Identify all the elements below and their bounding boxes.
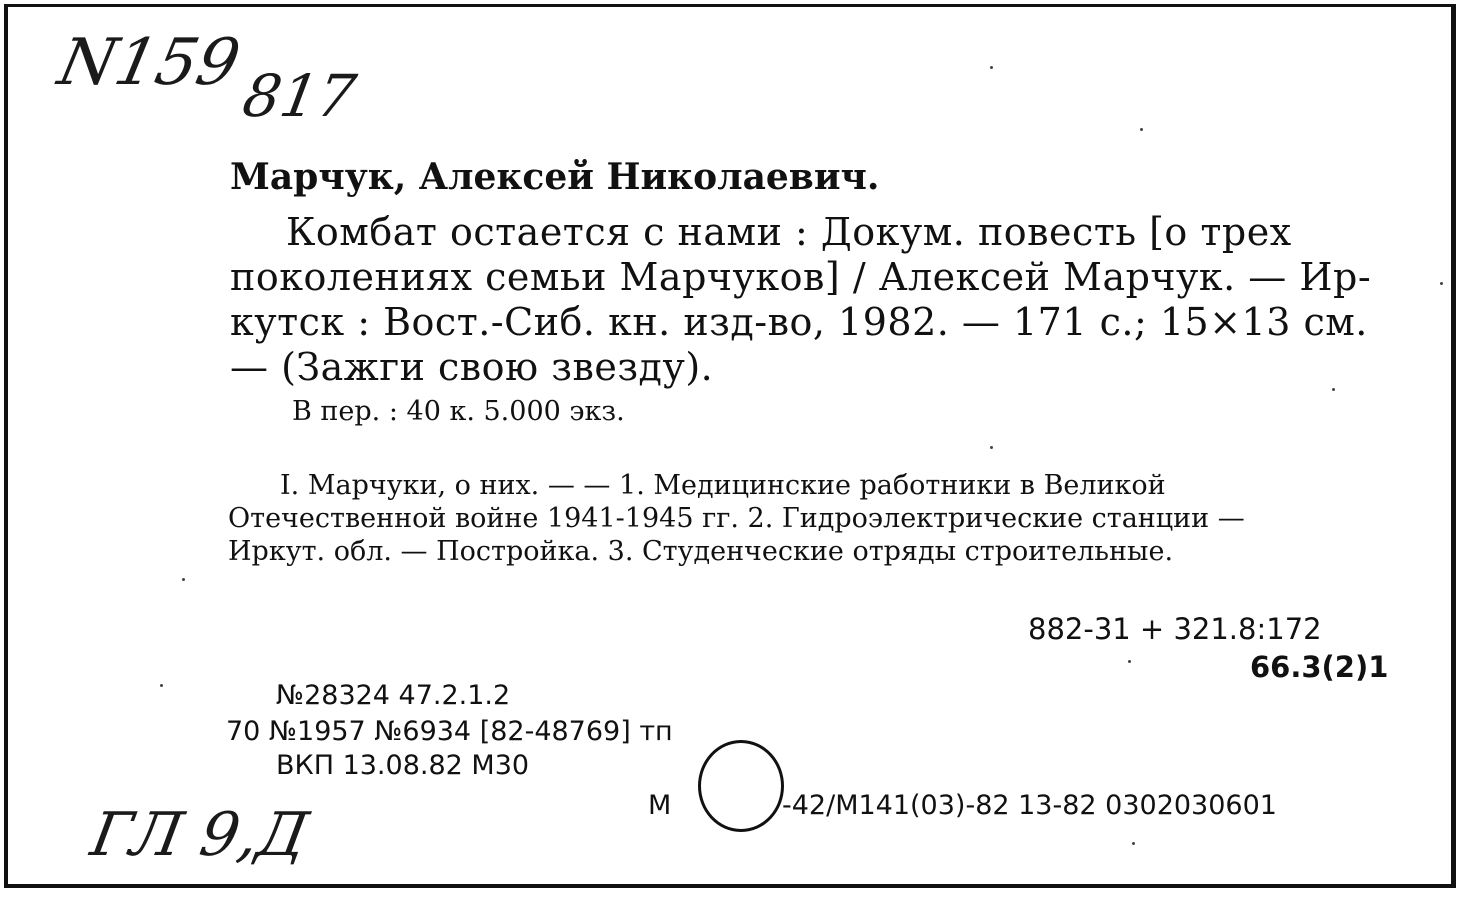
speck (1140, 128, 1143, 131)
speck (1440, 282, 1443, 285)
author-heading: Марчук, Алексей Николаевич. (230, 156, 880, 198)
price-and-print-run: В пер. : 40 к. 5.000 экз. (292, 396, 625, 427)
handwritten-top-left: N159 (52, 26, 247, 100)
speck (990, 446, 993, 449)
speck (990, 66, 993, 69)
bottom-code-left: М (648, 790, 672, 821)
classification-bbk: 66.3(2)1 (1250, 650, 1389, 684)
handwritten-bottom-left: ГЛ 9,Д (85, 800, 314, 870)
circle-stamp (698, 740, 784, 832)
title-line-1: Комбат остается с нами : Докум. повесть [о трех (286, 210, 1292, 254)
title-line-3: кутск : Вост.-Сиб. кн. изд-во, 1982. — 171 с.; 15×13 см. (230, 300, 1368, 344)
speck (1128, 660, 1131, 663)
bottom-code-right: -42/М141(03)-82 13-82 0302030601 (782, 790, 1277, 821)
title-line-2: поколениях семьи Марчуков] / Алексей Марчук. — Ир- (230, 255, 1372, 299)
subject-line-1: I. Марчуки, о них. — — 1. Медицинские работники в Великой (280, 470, 1166, 501)
code-line-2: 70 №1957 №6934 [82-48769] тп (226, 716, 673, 747)
title-line-4: — (Зажги свою звезду). (230, 345, 714, 389)
speck (182, 578, 185, 581)
classification-udc: 882-31 + 321.8:172 (1028, 612, 1322, 646)
speck (160, 684, 163, 687)
speck (1332, 388, 1335, 391)
code-line-1: №28324 47.2.1.2 (276, 680, 511, 711)
speck (1132, 842, 1135, 845)
code-line-3: ВКП 13.08.82 М30 (276, 750, 530, 781)
subject-line-3: Иркут. обл. — Постройка. 3. Студенческие отряды строительные. (228, 536, 1174, 567)
subject-line-2: Отечественной войне 1941-1945 гг. 2. Гидроэлектрические станции — (228, 503, 1245, 534)
handwritten-top-right: 817 (238, 62, 361, 130)
